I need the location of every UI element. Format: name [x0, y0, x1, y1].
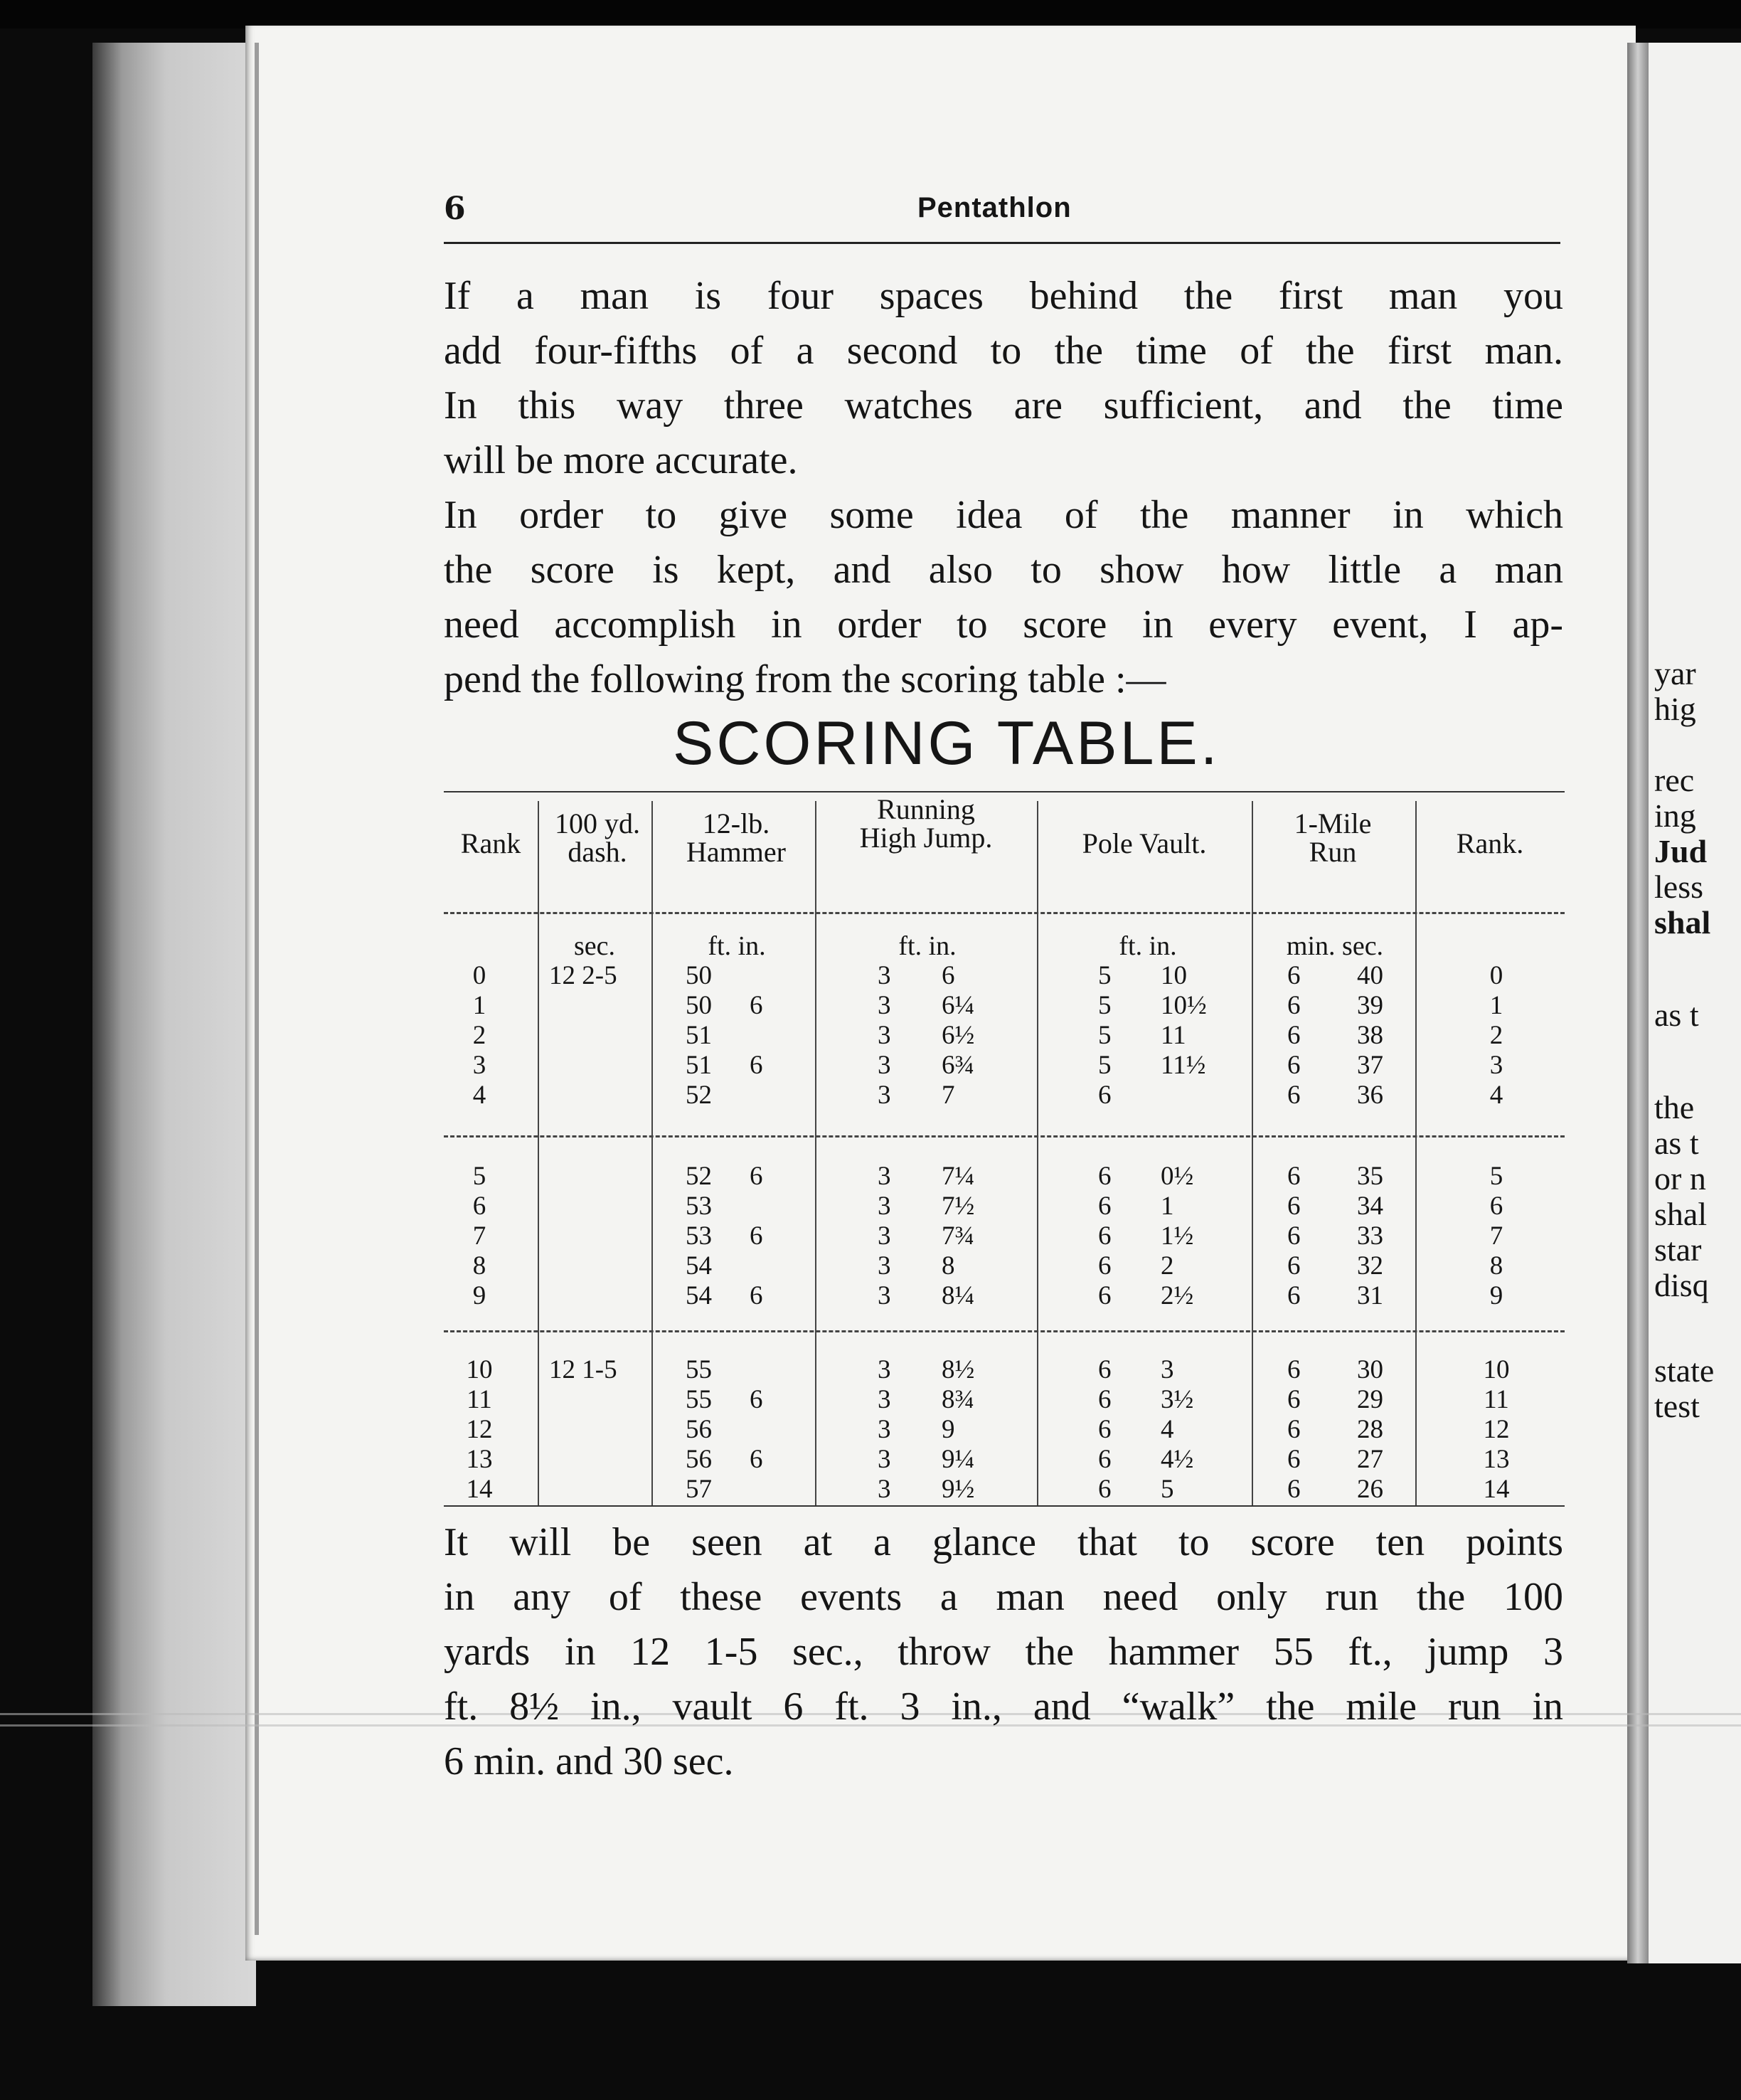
table-cell-hj-ft: 3 [878, 1355, 891, 1384]
table-cell-pv-in: 2 [1161, 1251, 1174, 1280]
unit-hammer: ft. in. [708, 931, 766, 961]
table-cell-rank-right: 13 [1483, 1445, 1510, 1474]
table-cell-pv-in: 11½ [1161, 1051, 1206, 1080]
table-cell-pv-ft: 6 [1098, 1162, 1112, 1191]
table-cell-pv-ft: 6 [1098, 1081, 1112, 1110]
table-cell-rank: 12 [466, 1415, 493, 1444]
table-cell-ham-ft: 52 [686, 1162, 712, 1191]
table-cell-pv-in: 1 [1161, 1192, 1174, 1221]
text-line: will be more accurate. [444, 438, 798, 482]
unit-dash: sec. [573, 931, 616, 961]
scoring-table [444, 791, 1565, 1510]
table-cell-ham-ft: 52 [686, 1081, 712, 1110]
table-cell-hj-ft: 3 [878, 1281, 891, 1310]
table-cell-hj-ft: 3 [878, 1251, 891, 1280]
table-cell-mi-sec: 36 [1357, 1081, 1383, 1110]
table-cell-rank-right: 8 [1489, 1251, 1503, 1280]
table-cell-ham-ft: 54 [686, 1251, 712, 1280]
table-cell-rank: 1 [472, 991, 486, 1020]
table-cell-mi-sec: 26 [1357, 1475, 1383, 1504]
table-cell-rank-right: 9 [1489, 1281, 1503, 1310]
table-cell-hj-in: 7½ [942, 1192, 975, 1221]
right-page-fragment: shal [1654, 904, 1711, 940]
table-cell-mi-min: 6 [1287, 1355, 1301, 1384]
table-cell-mi-min: 6 [1287, 1445, 1301, 1474]
text-line: pend the following from the scoring table :— [444, 657, 1166, 701]
table-cell-hj-ft: 3 [878, 1162, 891, 1191]
page-number: 6 [444, 191, 466, 227]
table-cell-ham-ft: 56 [686, 1445, 712, 1474]
table-cell-pv-in: 0½ [1161, 1162, 1194, 1191]
text-line: in any of these events a man need only run the 100 [444, 1575, 1563, 1619]
table-cell-hj-ft: 3 [878, 991, 891, 1020]
table-cell-hj-in: 7 [942, 1081, 955, 1110]
text-line: In this way three watches are sufficient, and the time [444, 383, 1563, 428]
unit-mile: min. sec. [1286, 931, 1384, 961]
paragraph-intro [444, 488, 1563, 707]
table-cell-pv-ft: 6 [1098, 1415, 1112, 1444]
table-cell-pv-ft: 6 [1098, 1385, 1112, 1414]
table-cell-pv-ft: 5 [1098, 961, 1112, 990]
table-cell-pv-in: 10 [1161, 961, 1187, 990]
table-cell-mi-sec: 34 [1357, 1192, 1383, 1221]
table-cell-ham-ft: 53 [686, 1192, 712, 1221]
column-divider [651, 801, 653, 1505]
table-cell-hj-ft: 3 [878, 1445, 891, 1474]
table-cell-pv-in: 4 [1161, 1415, 1174, 1444]
right-page-fragment: star [1654, 1231, 1702, 1268]
table-cell-rank: 7 [472, 1221, 486, 1251]
table-cell-ham-ft: 50 [686, 991, 712, 1020]
table-cell-hj-in: 8¼ [942, 1281, 975, 1310]
column-divider [815, 801, 816, 1505]
table-cell-ham-ft: 51 [686, 1051, 712, 1080]
table-cell-rank-right: 5 [1489, 1162, 1503, 1191]
table-cell-hj-ft: 3 [878, 1475, 891, 1504]
table-cell-pv-in: 10½ [1161, 991, 1207, 1020]
unit-pole-vault: ft. in. [1119, 931, 1177, 961]
table-cell-hj-in: 6¼ [942, 991, 975, 1020]
table-cell-mi-min: 6 [1287, 1051, 1301, 1080]
table-cell-rank: 2 [472, 1021, 486, 1050]
table-cell-mi-sec: 29 [1357, 1385, 1383, 1414]
page-margin-line [255, 43, 259, 1935]
table-cell-hj-ft: 3 [878, 961, 891, 990]
header-separator [444, 912, 1565, 914]
table-cell-mi-min: 6 [1287, 1081, 1301, 1110]
table-cell-ham-in: 6 [750, 991, 763, 1020]
table-cell-mi-sec: 39 [1357, 991, 1383, 1020]
table-cell-ham-ft: 51 [686, 1021, 712, 1050]
table-cell-hj-in: 8 [942, 1251, 955, 1280]
table-cell-rank-right: 6 [1489, 1192, 1503, 1221]
text-line: It will be seen at a glance that to score ten points [444, 1520, 1563, 1564]
table-cell-rank-right: 7 [1489, 1221, 1503, 1251]
table-cell-mi-min: 6 [1287, 1192, 1301, 1221]
table-cell-pv-in: 5 [1161, 1475, 1174, 1504]
unit-high-jump: ft. in. [898, 931, 957, 961]
table-cell-ham-in: 6 [750, 1281, 763, 1310]
table-cell-pv-in: 2½ [1161, 1281, 1194, 1310]
table-cell-rank-right: 12 [1483, 1415, 1510, 1444]
table-cell-mi-min: 6 [1287, 991, 1301, 1020]
table-cell-ham-ft: 55 [686, 1355, 712, 1384]
table-cell-mi-min: 6 [1287, 1162, 1301, 1191]
table-cell-mi-sec: 31 [1357, 1281, 1383, 1310]
header-rule [444, 242, 1560, 244]
header-pole-vault: Pole Vault. [1082, 827, 1207, 859]
header-rank: Rank [460, 827, 521, 859]
table-bottom-rule [444, 1505, 1565, 1507]
table-cell-pv-in: 3 [1161, 1355, 1174, 1384]
table-cell-ham-in: 6 [750, 1445, 763, 1474]
table-cell-mi-min: 6 [1287, 961, 1301, 990]
table-cell-mi-sec: 32 [1357, 1251, 1383, 1280]
table-cell-rank-right: 3 [1489, 1051, 1503, 1080]
table-cell-hj-in: 6¾ [942, 1051, 975, 1080]
right-page-edge [1649, 43, 1741, 1963]
table-cell-rank-right: 1 [1489, 991, 1503, 1020]
table-cell-mi-min: 6 [1287, 1385, 1301, 1414]
paragraph-conclusion [444, 1515, 1563, 1789]
right-page-fragment: or n [1654, 1160, 1706, 1197]
right-page-fragment: rec [1654, 762, 1695, 798]
text-line: the score is kept, and also to show how little a man [444, 548, 1563, 592]
column-divider [538, 801, 539, 1505]
table-cell-pv-ft: 6 [1098, 1251, 1112, 1280]
right-page-fragment: shal [1654, 1196, 1708, 1232]
table-cell-rank: 9 [472, 1281, 486, 1310]
table-cell-mi-sec: 33 [1357, 1221, 1383, 1251]
scan-top-edge [0, 0, 1741, 28]
table-cell-hj-in: 6½ [942, 1021, 975, 1050]
table-cell-rank: 13 [466, 1445, 493, 1474]
table-cell-pv-ft: 6 [1098, 1192, 1112, 1221]
text-line: If a man is four spaces behind the first man you [444, 274, 1563, 318]
table-cell-ham-ft: 53 [686, 1221, 712, 1251]
right-page-fragment: hig [1654, 691, 1696, 727]
right-page-fragment: the [1654, 1089, 1695, 1125]
table-cell-rank: 0 [472, 961, 486, 990]
header-high-jump: Running High Jump. [859, 793, 993, 854]
table-cell-mi-sec: 28 [1357, 1415, 1383, 1444]
table-cell-mi-sec: 27 [1357, 1445, 1383, 1474]
table-cell-rank: 6 [472, 1192, 486, 1221]
column-divider [1252, 801, 1253, 1505]
table-cell-ham-ft: 57 [686, 1475, 712, 1504]
table-cell-rank: 14 [466, 1475, 493, 1504]
table-cell-rank-right: 11 [1484, 1385, 1509, 1414]
table-cell-hj-ft: 3 [878, 1081, 891, 1110]
right-page-fragment: ing [1654, 797, 1696, 834]
table-cell-ham-in: 6 [750, 1221, 763, 1251]
right-page-fragment: test [1654, 1388, 1700, 1424]
table-cell-mi-sec: 30 [1357, 1355, 1383, 1384]
table-cell-hj-ft: 3 [878, 1192, 891, 1221]
table-cell-rank-right: 2 [1489, 1021, 1503, 1050]
text-line: 6 min. and 30 sec. [444, 1739, 734, 1783]
table-cell-rank: 3 [472, 1051, 486, 1080]
table-cell-hj-ft: 3 [878, 1051, 891, 1080]
table-top-rule [444, 791, 1565, 792]
header-rank-right: Rank. [1456, 827, 1524, 859]
table-cell-mi-min: 6 [1287, 1281, 1301, 1310]
table-cell-rank-right: 14 [1483, 1475, 1510, 1504]
right-page-fragment: state [1654, 1352, 1715, 1389]
table-cell-ham-ft: 50 [686, 961, 712, 990]
table-title: SCORING TABLE. [673, 709, 1220, 778]
table-cell-mi-min: 6 [1287, 1251, 1301, 1280]
table-cell-pv-ft: 6 [1098, 1475, 1112, 1504]
table-cell-rank: 10 [466, 1355, 493, 1384]
table-cell-mi-min: 6 [1287, 1021, 1301, 1050]
table-cell-rank-right: 10 [1483, 1355, 1510, 1384]
table-cell-pv-ft: 5 [1098, 991, 1112, 1020]
table-cell-pv-ft: 5 [1098, 1051, 1112, 1080]
table-cell-ham-ft: 55 [686, 1385, 712, 1414]
table-cell-rank: 8 [472, 1251, 486, 1280]
table-cell-ham-ft: 54 [686, 1281, 712, 1310]
table-cell-pv-ft: 5 [1098, 1021, 1112, 1050]
table-cell-pv-in: 3½ [1161, 1385, 1194, 1414]
table-cell-hj-in: 6 [942, 961, 955, 990]
table-cell-mi-min: 6 [1287, 1415, 1301, 1444]
table-cell-pv-in: 4½ [1161, 1445, 1194, 1474]
table-cell-hj-in: 7¼ [942, 1162, 975, 1191]
table-cell-mi-sec: 35 [1357, 1162, 1383, 1191]
text-line: add four-fifths of a second to the time of the first man. [444, 329, 1563, 373]
table-cell-hj-ft: 3 [878, 1221, 891, 1251]
table-cell-hj-ft: 3 [878, 1415, 891, 1444]
right-page-fragment: as t [1654, 1125, 1699, 1161]
column-divider [1415, 801, 1417, 1505]
text-line: need accomplish in order to score in every event, I ap- [444, 603, 1563, 647]
table-cell-pv-in: 1½ [1161, 1221, 1194, 1251]
table-cell-rank-right: 0 [1489, 961, 1503, 990]
table-cell-mi-min: 6 [1287, 1475, 1301, 1504]
text-line: ft. 8½ in., vault 6 ft. 3 in., and “walk” the mile run in [444, 1685, 1563, 1729]
table-cell-hj-in: 9¼ [942, 1445, 975, 1474]
table-cell-hj-ft: 3 [878, 1385, 891, 1414]
table-cell-ham-in: 6 [750, 1162, 763, 1191]
table-cell-rank: 4 [472, 1081, 486, 1110]
paragraph-timing [444, 269, 1563, 488]
right-page-fragment: as t [1654, 997, 1699, 1033]
left-page-edge [92, 43, 256, 2006]
table-cell-pv-in: 11 [1161, 1021, 1186, 1050]
table-cell-pv-ft: 6 [1098, 1355, 1112, 1384]
book-spine [1627, 43, 1649, 1963]
table-cell-mi-sec: 37 [1357, 1051, 1383, 1080]
right-page-fragment: Jud [1654, 833, 1708, 869]
text-line: In order to give some idea of the manner in which [444, 493, 1563, 537]
header-hammer: 12-lb. Hammer [686, 807, 786, 868]
table-cell-ham-in: 6 [750, 1385, 763, 1414]
table-cell-hj-ft: 3 [878, 1021, 891, 1050]
right-page-fragment: disq [1654, 1267, 1709, 1303]
table-cell-ham-in: 6 [750, 1051, 763, 1080]
table-cell-dash: 12 1-5 [549, 1355, 617, 1384]
table-cell-ham-ft: 56 [686, 1415, 712, 1444]
table-cell-mi-sec: 40 [1357, 961, 1383, 990]
table-cell-mi-sec: 38 [1357, 1021, 1383, 1050]
table-cell-rank: 11 [467, 1385, 492, 1414]
table-cell-hj-in: 8½ [942, 1355, 975, 1384]
column-divider [1037, 801, 1038, 1505]
table-cell-pv-ft: 6 [1098, 1445, 1112, 1474]
right-page-fragment: less [1654, 869, 1703, 905]
table-cell-rank-right: 4 [1489, 1081, 1503, 1110]
group-separator [444, 1135, 1565, 1138]
table-cell-hj-in: 7¾ [942, 1221, 975, 1251]
text-line: yards in 12 1-5 sec., throw the hammer 55 ft., jump 3 [444, 1630, 1563, 1674]
running-title: Pentathlon [917, 192, 1072, 223]
right-page-fragment: yar [1654, 655, 1696, 691]
table-cell-hj-in: 8¾ [942, 1385, 975, 1414]
header-dash: 100 yd. dash. [555, 807, 640, 868]
table-cell-mi-min: 6 [1287, 1221, 1301, 1251]
table-cell-dash: 12 2-5 [549, 961, 617, 990]
table-cell-hj-in: 9 [942, 1415, 955, 1444]
header-mile-run: 1-Mile Run [1294, 807, 1372, 868]
group-separator [444, 1330, 1565, 1332]
table-cell-hj-in: 9½ [942, 1475, 975, 1504]
table-cell-pv-ft: 6 [1098, 1281, 1112, 1310]
table-cell-rank: 5 [472, 1162, 486, 1191]
table-cell-pv-ft: 6 [1098, 1221, 1112, 1251]
